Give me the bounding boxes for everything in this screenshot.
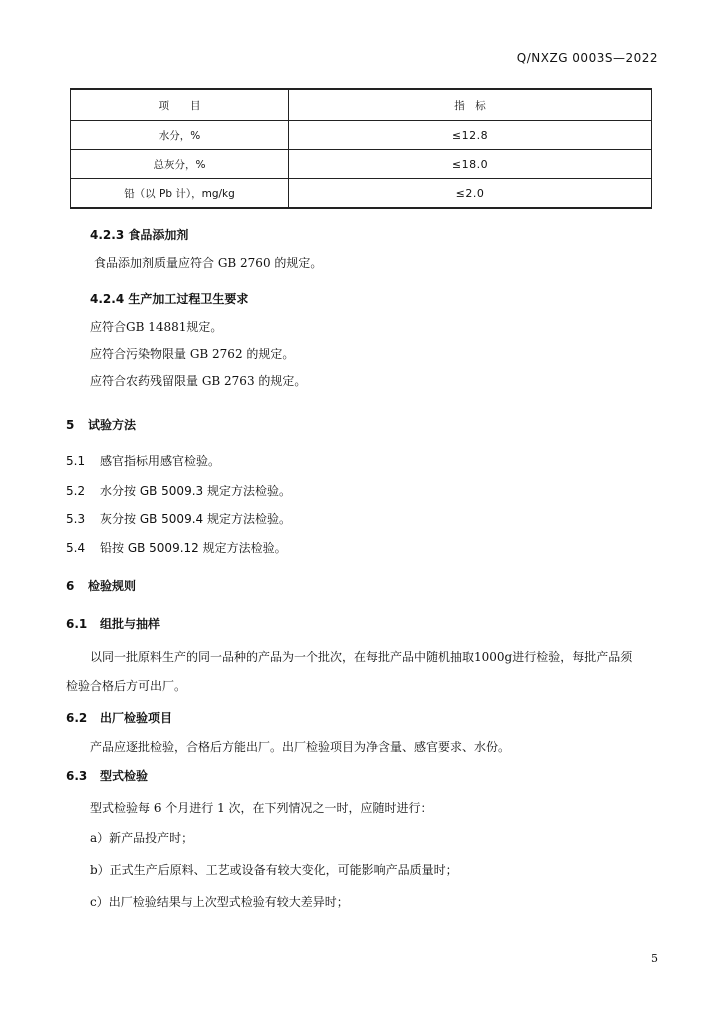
table-cell-value: ≤2.0 — [289, 179, 652, 209]
section-4-2-4-heading — [90, 290, 248, 307]
section-number: 6.3 — [66, 769, 88, 783]
paragraph: 以同一批原料生产的同一品种的产品为一个批次，在每批产品中随机抽取1000g进行检验，每批产品须 — [90, 650, 633, 664]
table-cell-item: 总灰分，% — [71, 150, 289, 179]
paragraph: 应符合污染物限量 GB 2762 的规定。 — [90, 347, 295, 361]
section-title: 食品添加剂 — [128, 228, 189, 242]
item-number: 5.4 — [66, 541, 86, 555]
list-item: b）正式生产后原料、工艺或设备有较大变化，可能影响产品质量时； — [90, 863, 458, 877]
item-number: 5.1 — [66, 454, 86, 468]
list-item — [66, 452, 220, 469]
list-item — [66, 482, 291, 499]
paragraph: 检验合格后方可出厂。 — [66, 679, 187, 693]
section-4-2-3-heading — [90, 226, 188, 243]
list-item — [66, 510, 291, 527]
section-number: 4.2.4 — [90, 292, 125, 306]
section-6-1-heading — [66, 615, 160, 632]
section-title: 生产加工过程卫生要求 — [128, 292, 249, 306]
document-code: Q/NXZG 0003S—2022 — [516, 51, 658, 65]
table-header-row — [71, 89, 652, 121]
section-number: 5 — [66, 418, 75, 432]
item-text: 水分按 GB 5009.3 规定方法检验。 — [100, 484, 291, 498]
item-number: 5.2 — [66, 484, 86, 498]
table-row — [71, 150, 652, 179]
table-cell-item: 水分，% — [71, 121, 289, 150]
section-number: 6 — [66, 579, 75, 593]
paragraph: 产品应逐批检验，合格后方能出厂。出厂检验项目为净含量、感官要求、水份。 — [90, 740, 511, 754]
section-6-2-heading — [66, 709, 172, 726]
paragraph: 应符合农药残留限量 GB 2763 的规定。 — [90, 374, 307, 388]
table-cell-item: 铅（以 Pb 计），mg/kg — [71, 179, 289, 209]
section-6-heading — [66, 577, 136, 594]
paragraph: 应符合GB 14881规定。 — [90, 320, 223, 334]
item-text: 感官指标用感官检验。 — [100, 454, 221, 468]
item-number: 5.3 — [66, 512, 86, 526]
section-6-3-heading — [66, 767, 148, 784]
table-cell-value: ≤18.0 — [289, 150, 652, 179]
section-title: 组批与抽样 — [100, 617, 161, 631]
section-title: 试验方法 — [88, 418, 137, 432]
list-item — [66, 539, 287, 556]
table-row — [71, 179, 652, 209]
item-text: 铅按 GB 5009.12 规定方法检验。 — [100, 541, 287, 555]
page-number: 5 — [651, 952, 658, 965]
section-number: 6.2 — [66, 711, 88, 725]
table-row — [71, 121, 652, 150]
table-header-index: 指 标 — [289, 89, 652, 121]
section-title: 型式检验 — [100, 769, 149, 783]
section-number: 6.1 — [66, 617, 88, 631]
section-title: 出厂检验项目 — [100, 711, 173, 725]
list-item: c）出厂检验结果与上次型式检验有较大差异时； — [90, 895, 349, 909]
spec-table — [70, 88, 652, 209]
paragraph: 型式检验每 6 个月进行 1 次，在下列情况之一时，应随时进行： — [90, 801, 433, 815]
list-item: a）新产品投产时； — [90, 831, 194, 845]
table-header-item: 项 目 — [71, 89, 289, 121]
paragraph: 食品添加剂质量应符合 GB 2760 的规定。 — [94, 256, 323, 270]
table-cell-value: ≤12.8 — [289, 121, 652, 150]
section-number: 4.2.3 — [90, 228, 125, 242]
item-text: 灰分按 GB 5009.4 规定方法检验。 — [100, 512, 291, 526]
section-title: 检验规则 — [88, 579, 137, 593]
section-5-heading — [66, 416, 136, 433]
